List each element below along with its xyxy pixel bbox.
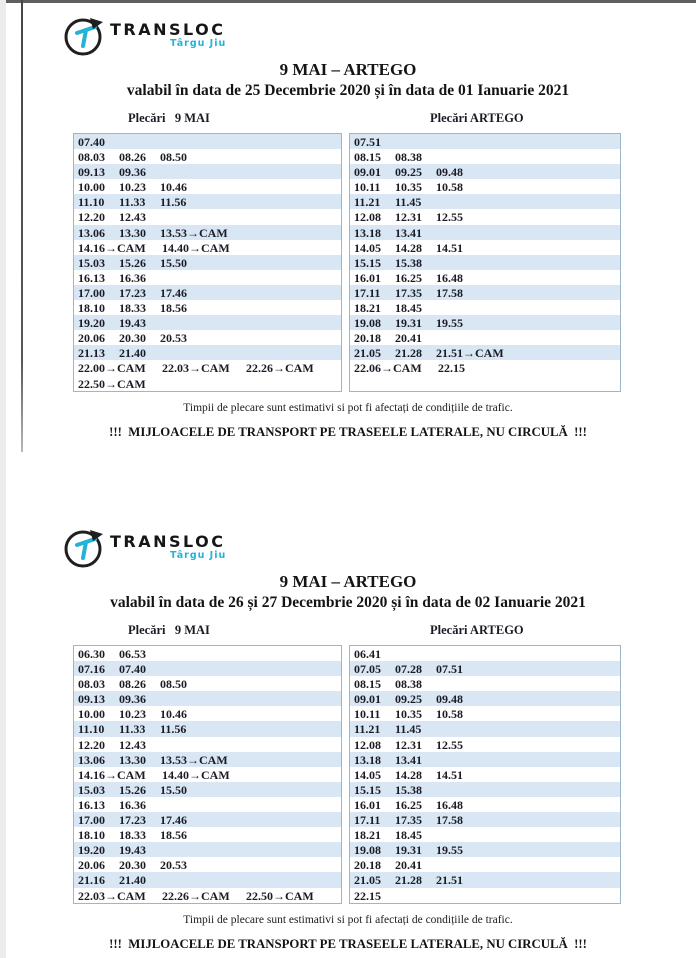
departure-time: 18.33 bbox=[119, 828, 146, 843]
timetable-row bbox=[74, 691, 341, 706]
departure-time: 11.56 bbox=[160, 722, 187, 737]
departure-time: 20.41 bbox=[395, 858, 422, 873]
departure-time: 10.11 bbox=[354, 707, 381, 722]
departure-time: 13.06 bbox=[78, 225, 105, 240]
timetable-row bbox=[350, 270, 620, 285]
validity-dates: valabil în data de 26 și 27 Decembrie 2020 și în data de 02 Ianuarie 2021 bbox=[110, 594, 586, 611]
departure-time: 19.20 bbox=[78, 843, 105, 858]
timetable-row bbox=[74, 888, 341, 903]
departure-time: 14.16→CAM bbox=[78, 240, 146, 255]
timetable-row bbox=[74, 360, 341, 375]
departure-time: 22.06→CAM bbox=[354, 361, 422, 376]
departures-artego-header: Plecări ARTEGO bbox=[430, 623, 524, 637]
departure-time: 17.00 bbox=[78, 813, 105, 828]
timetable-row bbox=[74, 345, 341, 360]
timetable-row bbox=[350, 827, 620, 842]
departure-time: 22.00→CAM bbox=[78, 361, 146, 376]
departure-time: 17.35 bbox=[395, 285, 422, 300]
departure-time: 09.01 bbox=[354, 692, 381, 707]
departure-time: 16.48 bbox=[436, 797, 463, 812]
departure-time: 17.35 bbox=[395, 813, 422, 828]
departure-time: 14.51 bbox=[436, 240, 463, 255]
traffic-note: Timpii de plecare sunt estimativi si pot fi afectați de condițiile de trafic. bbox=[183, 913, 513, 926]
departure-time: 10.11 bbox=[354, 180, 381, 195]
departure-time: 11.21 bbox=[354, 722, 381, 737]
departure-time: 22.15 bbox=[438, 361, 465, 376]
departure-time: 07.40 bbox=[119, 662, 146, 677]
departure-time: 13.53→CAM bbox=[160, 752, 228, 767]
timetable-row bbox=[350, 752, 620, 767]
departures-9mai-header: Plecări 9 MAI bbox=[128, 111, 210, 125]
departures-artego-table bbox=[349, 133, 621, 392]
departure-time: 19.55 bbox=[436, 843, 463, 858]
route-title: 9 MAI – ARTEGO bbox=[279, 572, 417, 591]
timetable-row bbox=[74, 676, 341, 691]
departure-time: 19.08 bbox=[354, 316, 381, 331]
departure-time: 21.51→CAM bbox=[436, 346, 504, 361]
departure-time: 12.08 bbox=[354, 210, 381, 225]
departure-time: 20.18 bbox=[354, 858, 381, 873]
departure-time: 19.55 bbox=[436, 316, 463, 331]
transloc-logo-icon bbox=[62, 12, 108, 58]
timetable-row bbox=[350, 797, 620, 812]
departure-time: 09.48 bbox=[436, 165, 463, 180]
timetable-row bbox=[350, 812, 620, 827]
timetable-row bbox=[350, 360, 620, 375]
timetable bbox=[73, 133, 621, 392]
departure-time: 13.06 bbox=[78, 752, 105, 767]
timetable-row bbox=[350, 345, 620, 360]
brand-name: TRANSLOC bbox=[110, 20, 226, 39]
timetable-row bbox=[350, 194, 620, 209]
departure-time: 08.26 bbox=[119, 150, 146, 165]
departure-time: 10.35 bbox=[395, 707, 422, 722]
transloc-logo bbox=[62, 12, 696, 58]
timetable-row bbox=[350, 285, 620, 300]
departure-time: 12.08 bbox=[354, 737, 381, 752]
timetable-row bbox=[350, 149, 620, 164]
timetable-row bbox=[350, 782, 620, 797]
lateral-routes-warning: !!! MIJLOACELE DE TRANSPORT PE TRASEELE LATERALE, NU CIRCULĂ !!! bbox=[109, 424, 587, 439]
timetable-row bbox=[74, 812, 341, 827]
timetable-section-26-27dec bbox=[0, 524, 696, 952]
departure-time: 21.16 bbox=[78, 873, 105, 888]
timetable-row bbox=[74, 376, 341, 391]
timetable-row bbox=[350, 255, 620, 270]
timetable-row bbox=[350, 225, 620, 240]
departure-time: 08.03 bbox=[78, 677, 105, 692]
departure-time: 21.05 bbox=[354, 873, 381, 888]
departure-time: 21.51 bbox=[436, 873, 463, 888]
departure-time: 15.15 bbox=[354, 255, 381, 270]
timetable-row bbox=[74, 330, 341, 345]
timetable-row bbox=[74, 737, 341, 752]
departure-time: 08.26 bbox=[119, 677, 146, 692]
departure-time: 17.23 bbox=[119, 813, 146, 828]
departure-time: 06.41 bbox=[354, 647, 381, 661]
departure-time: 18.21 bbox=[354, 301, 381, 316]
departure-time: 11.33 bbox=[119, 722, 146, 737]
departure-time: 22.26→CAM bbox=[246, 361, 314, 376]
departure-time: 11.33 bbox=[119, 195, 146, 210]
timetable-row bbox=[350, 376, 620, 391]
timetable-row bbox=[74, 706, 341, 721]
departures-artego-table bbox=[349, 645, 621, 904]
transloc-logo-icon bbox=[62, 524, 108, 570]
column-headers bbox=[73, 111, 621, 127]
departure-time: 12.43 bbox=[119, 737, 146, 752]
timetable-row bbox=[74, 134, 341, 149]
departure-time: 11.56 bbox=[160, 195, 187, 210]
departure-time: 12.55 bbox=[436, 210, 463, 225]
departure-time: 16.01 bbox=[354, 270, 381, 285]
departure-time: 12.31 bbox=[395, 737, 422, 752]
departure-time: 13.30 bbox=[119, 752, 146, 767]
departure-time: 18.10 bbox=[78, 301, 105, 316]
departure-time: 19.43 bbox=[119, 316, 146, 331]
timetable-row bbox=[74, 255, 341, 270]
departure-time: 22.26→CAM bbox=[162, 888, 230, 903]
validity-dates: valabil în data de 25 Decembrie 2020 și în data de 01 Ianuarie 2021 bbox=[126, 82, 570, 99]
departure-time: 08.38 bbox=[395, 150, 422, 165]
departure-time: 16.25 bbox=[395, 270, 422, 285]
departure-time: 16.01 bbox=[354, 797, 381, 812]
departure-time: 09.13 bbox=[78, 165, 105, 180]
departure-time: 19.20 bbox=[78, 316, 105, 331]
column-headers bbox=[73, 623, 621, 639]
departure-time: 11.45 bbox=[395, 195, 422, 210]
timetable-section-25dec bbox=[0, 12, 696, 440]
departures-9mai-table bbox=[73, 133, 342, 392]
logo-text bbox=[110, 22, 226, 49]
departure-time: 08.50 bbox=[160, 677, 187, 692]
brand-city: Târgu Jiu bbox=[170, 38, 227, 49]
departure-time: 18.10 bbox=[78, 828, 105, 843]
departure-time: 13.18 bbox=[354, 225, 381, 240]
timetable-row bbox=[350, 706, 620, 721]
logo-text bbox=[110, 534, 226, 561]
scan-artifact-top-line bbox=[0, 0, 696, 3]
brand-city: Târgu Jiu bbox=[170, 550, 227, 561]
departures-artego-header: Plecări ARTEGO bbox=[430, 111, 524, 125]
departure-time: 14.51 bbox=[436, 767, 463, 782]
departure-time: 22.15 bbox=[354, 888, 381, 903]
timetable-row bbox=[74, 285, 341, 300]
departure-time: 08.38 bbox=[395, 677, 422, 692]
departure-time: 18.45 bbox=[395, 828, 422, 843]
timetable-row bbox=[74, 194, 341, 209]
timetable-row bbox=[74, 164, 341, 179]
departure-time: 21.40 bbox=[119, 873, 146, 888]
departure-time: 14.05 bbox=[354, 767, 381, 782]
timetable-row bbox=[74, 872, 341, 887]
departure-time: 14.16→CAM bbox=[78, 767, 146, 782]
departure-time: 15.15 bbox=[354, 782, 381, 797]
departure-time: 12.20 bbox=[78, 737, 105, 752]
transloc-logo bbox=[62, 524, 696, 570]
departure-time: 08.15 bbox=[354, 677, 381, 692]
departure-time: 22.03→CAM bbox=[162, 361, 230, 376]
departure-time: 19.43 bbox=[119, 843, 146, 858]
departure-time: 13.18 bbox=[354, 752, 381, 767]
departure-time: 10.46 bbox=[160, 707, 187, 722]
departure-time: 06.30 bbox=[78, 647, 105, 661]
timetable-row bbox=[74, 315, 341, 330]
route-title: 9 MAI – ARTEGO bbox=[279, 60, 417, 79]
departure-time: 09.36 bbox=[119, 165, 146, 180]
departure-time: 19.08 bbox=[354, 843, 381, 858]
departure-time: 21.28 bbox=[395, 873, 422, 888]
departure-time: 17.58 bbox=[436, 285, 463, 300]
timetable-row bbox=[74, 240, 341, 255]
departure-time: 22.03→CAM bbox=[78, 888, 146, 903]
departure-time: 15.38 bbox=[395, 782, 422, 797]
timetable bbox=[73, 645, 621, 904]
departure-time: 17.46 bbox=[160, 285, 187, 300]
departure-time: 20.30 bbox=[119, 331, 146, 346]
timetable-row bbox=[350, 737, 620, 752]
departure-time: 17.11 bbox=[354, 285, 381, 300]
departure-time: 14.28 bbox=[395, 240, 422, 255]
departure-time: 18.56 bbox=[160, 828, 187, 843]
departure-time: 10.23 bbox=[119, 707, 146, 722]
timetable-row bbox=[350, 842, 620, 857]
departure-time: 07.40 bbox=[78, 135, 105, 149]
departure-time: 20.06 bbox=[78, 331, 105, 346]
timetable-row bbox=[74, 209, 341, 224]
departure-time: 09.36 bbox=[119, 692, 146, 707]
departures-9mai-header: Plecări 9 MAI bbox=[128, 623, 210, 637]
departure-time: 17.46 bbox=[160, 813, 187, 828]
departure-time: 09.01 bbox=[354, 165, 381, 180]
timetable-row bbox=[74, 300, 341, 315]
departure-time: 21.13 bbox=[78, 346, 105, 361]
departure-time: 07.16 bbox=[78, 662, 105, 677]
departure-time: 07.28 bbox=[395, 662, 422, 677]
timetable-row bbox=[350, 300, 620, 315]
departure-time: 15.03 bbox=[78, 782, 105, 797]
timetable-row bbox=[350, 767, 620, 782]
departure-time: 19.31 bbox=[395, 316, 422, 331]
departure-time: 10.58 bbox=[436, 180, 463, 195]
timetable-row bbox=[350, 872, 620, 887]
departure-time: 15.50 bbox=[160, 255, 187, 270]
departure-time: 20.18 bbox=[354, 331, 381, 346]
lateral-routes-warning: !!! MIJLOACELE DE TRANSPORT PE TRASEELE LATERALE, NU CIRCULĂ !!! bbox=[109, 936, 587, 951]
departure-time: 15.26 bbox=[119, 255, 146, 270]
departure-time: 20.53 bbox=[160, 331, 187, 346]
timetable-row bbox=[74, 767, 341, 782]
departure-time: 14.40→CAM bbox=[162, 767, 230, 782]
departure-time: 10.35 bbox=[395, 180, 422, 195]
departure-time: 14.40→CAM bbox=[162, 240, 230, 255]
departure-time: 17.58 bbox=[436, 813, 463, 828]
departure-time: 11.10 bbox=[78, 195, 105, 210]
timetable-row bbox=[350, 857, 620, 872]
departure-time: 15.50 bbox=[160, 782, 187, 797]
departure-time: 07.05 bbox=[354, 662, 381, 677]
departure-time: 17.00 bbox=[78, 285, 105, 300]
departure-time: 20.41 bbox=[395, 331, 422, 346]
timetable-row bbox=[74, 752, 341, 767]
departure-time: 17.23 bbox=[119, 285, 146, 300]
departure-time: 12.43 bbox=[119, 210, 146, 225]
brand-name: TRANSLOC bbox=[110, 532, 226, 551]
departures-9mai-table bbox=[73, 645, 342, 904]
departure-time: 15.38 bbox=[395, 255, 422, 270]
timetable-row bbox=[350, 315, 620, 330]
timetable-row bbox=[350, 888, 620, 903]
timetable-row bbox=[350, 661, 620, 676]
departure-time: 12.20 bbox=[78, 210, 105, 225]
timetable-row bbox=[350, 721, 620, 736]
departure-time: 18.45 bbox=[395, 301, 422, 316]
timetable-row bbox=[74, 721, 341, 736]
timetable-row bbox=[350, 330, 620, 345]
departure-time: 20.06 bbox=[78, 858, 105, 873]
timetable-row bbox=[74, 646, 341, 661]
departure-time: 09.25 bbox=[395, 692, 422, 707]
timetable-row bbox=[350, 646, 620, 661]
departure-time: 15.03 bbox=[78, 255, 105, 270]
departure-time: 13.41 bbox=[395, 752, 422, 767]
traffic-note: Timpii de plecare sunt estimativi si pot fi afectați de condițiile de trafic. bbox=[183, 401, 513, 414]
departure-time: 08.15 bbox=[354, 150, 381, 165]
departure-time: 10.00 bbox=[78, 180, 105, 195]
departure-time: 22.50→CAM bbox=[78, 376, 146, 391]
timetable-row bbox=[74, 782, 341, 797]
departure-time: 11.10 bbox=[78, 722, 105, 737]
departure-time: 21.40 bbox=[119, 346, 146, 361]
departure-time: 16.13 bbox=[78, 797, 105, 812]
timetable-row bbox=[350, 134, 620, 149]
departure-time: 18.56 bbox=[160, 301, 187, 316]
departure-time: 09.13 bbox=[78, 692, 105, 707]
timetable-row bbox=[74, 797, 341, 812]
departure-time: 07.51 bbox=[436, 662, 463, 677]
departure-time: 07.51 bbox=[354, 135, 381, 149]
timetable-row bbox=[350, 179, 620, 194]
timetable-row bbox=[74, 225, 341, 240]
departure-time: 17.11 bbox=[354, 813, 381, 828]
departure-time: 14.05 bbox=[354, 240, 381, 255]
timetable-row bbox=[74, 149, 341, 164]
departure-time: 21.05 bbox=[354, 346, 381, 361]
departure-time: 18.21 bbox=[354, 828, 381, 843]
departure-time: 14.28 bbox=[395, 767, 422, 782]
departure-time: 13.41 bbox=[395, 225, 422, 240]
timetable-row bbox=[74, 270, 341, 285]
departure-time: 20.53 bbox=[160, 858, 187, 873]
departure-time: 16.36 bbox=[119, 270, 146, 285]
departure-time: 10.46 bbox=[160, 180, 187, 195]
timetable-row bbox=[350, 691, 620, 706]
timetable-row bbox=[350, 209, 620, 224]
departure-time: 09.48 bbox=[436, 692, 463, 707]
departure-time: 16.36 bbox=[119, 797, 146, 812]
departure-time: 08.03 bbox=[78, 150, 105, 165]
timetable-row bbox=[350, 164, 620, 179]
departure-time: 16.25 bbox=[395, 797, 422, 812]
departure-time: 11.21 bbox=[354, 195, 381, 210]
timetable-row bbox=[350, 676, 620, 691]
timetable-row bbox=[350, 240, 620, 255]
departure-time: 20.30 bbox=[119, 858, 146, 873]
departure-time: 11.45 bbox=[395, 722, 422, 737]
departure-time: 10.58 bbox=[436, 707, 463, 722]
departure-time: 09.25 bbox=[395, 165, 422, 180]
timetable-row bbox=[74, 842, 341, 857]
departure-time: 16.13 bbox=[78, 270, 105, 285]
departure-time: 16.48 bbox=[436, 270, 463, 285]
timetable-row bbox=[74, 661, 341, 676]
departure-time: 10.23 bbox=[119, 180, 146, 195]
timetable-row bbox=[74, 857, 341, 872]
timetable-row bbox=[74, 179, 341, 194]
timetable-row bbox=[74, 827, 341, 842]
departure-time: 13.30 bbox=[119, 225, 146, 240]
departure-time: 12.55 bbox=[436, 737, 463, 752]
departure-time: 19.31 bbox=[395, 843, 422, 858]
departure-time: 08.50 bbox=[160, 150, 187, 165]
departure-time: 18.33 bbox=[119, 301, 146, 316]
departure-time: 21.28 bbox=[395, 346, 422, 361]
departure-time: 10.00 bbox=[78, 707, 105, 722]
departure-time: 13.53→CAM bbox=[160, 225, 228, 240]
departure-time: 06.53 bbox=[119, 647, 146, 661]
departure-time: 12.31 bbox=[395, 210, 422, 225]
departure-time: 22.50→CAM bbox=[246, 888, 314, 903]
departure-time: 15.26 bbox=[119, 782, 146, 797]
